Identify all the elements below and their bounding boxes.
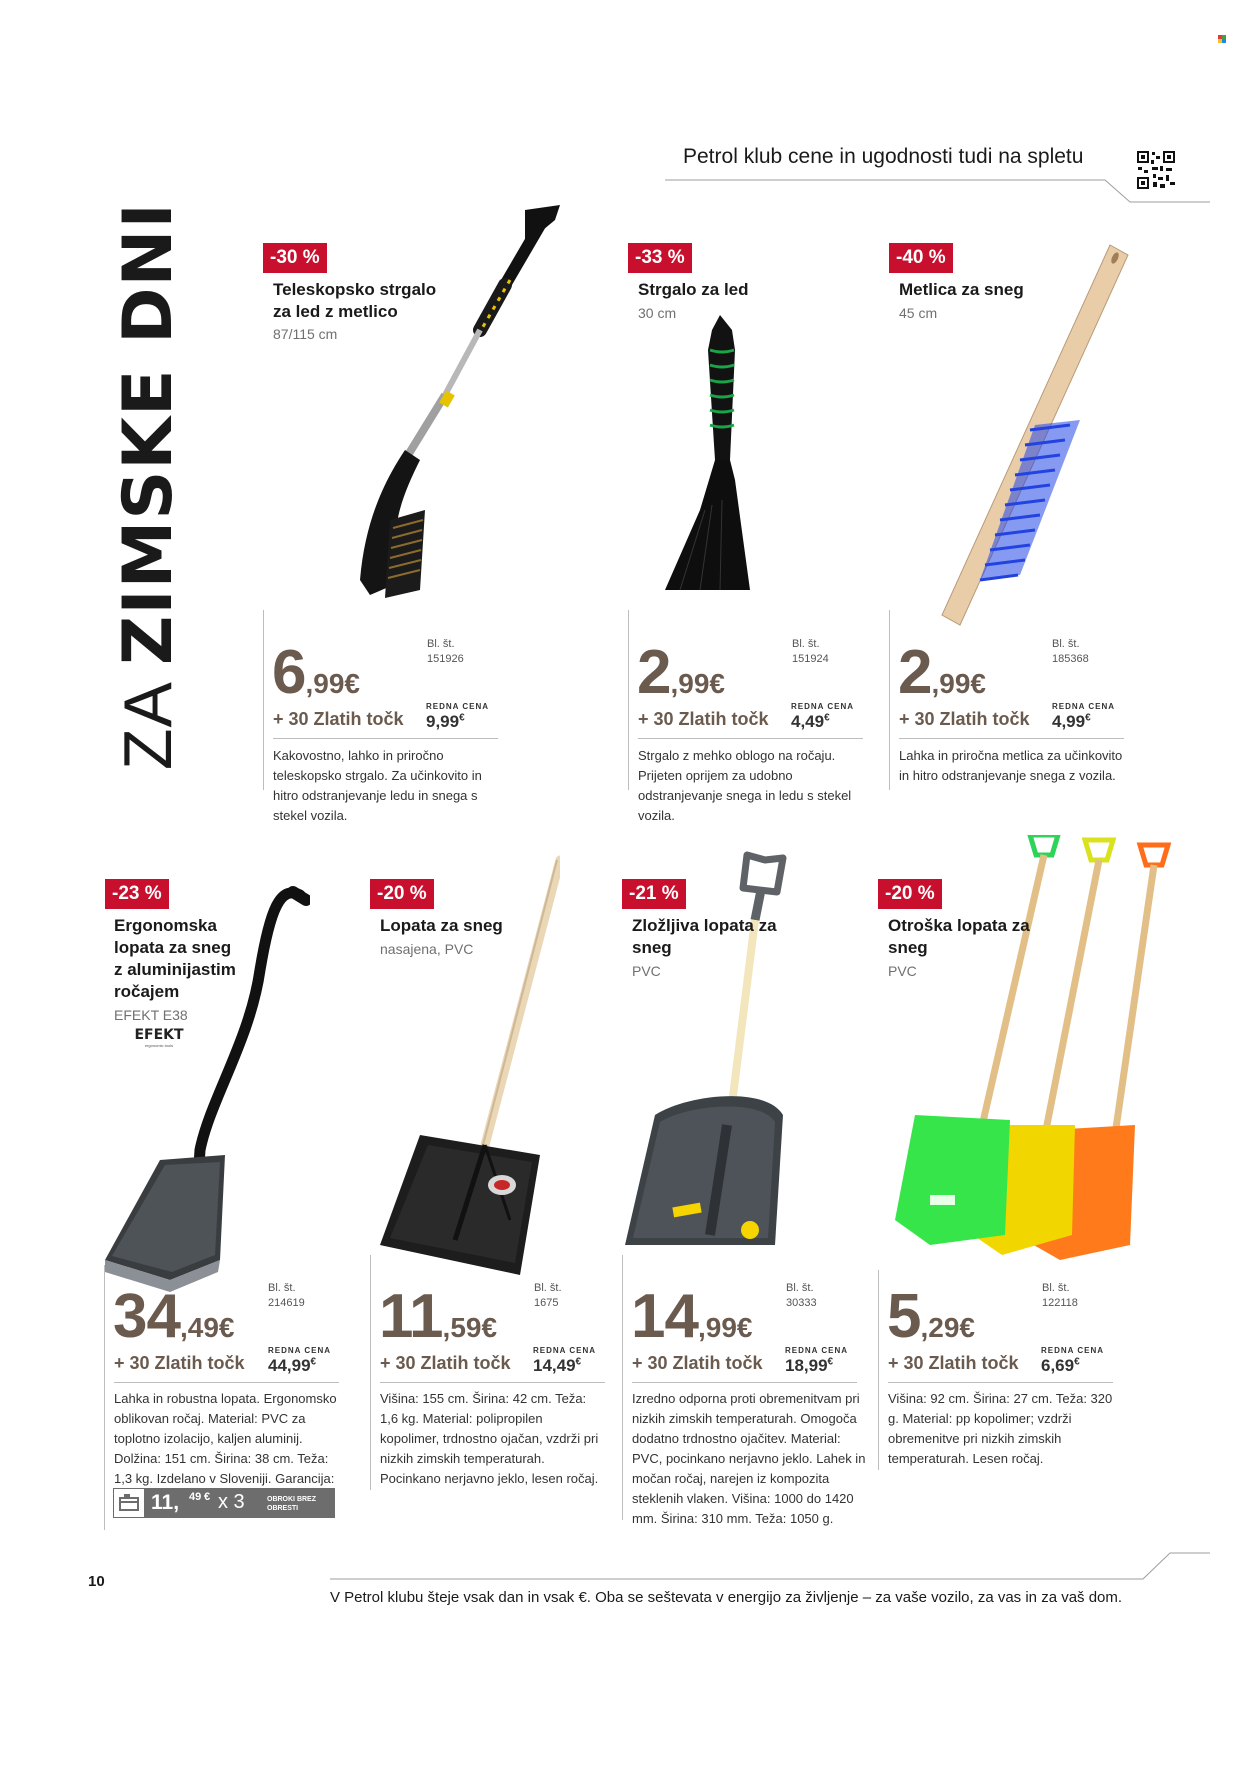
sku-label: Bl. št.: [792, 638, 820, 650]
discount-badge: -33 %: [628, 243, 692, 273]
divider: [899, 738, 1124, 739]
product-name: Lopata za sneg: [380, 916, 503, 935]
footer-divider: [330, 1550, 1215, 1582]
page-number: 10: [88, 1573, 105, 1590]
divider: [263, 610, 264, 790]
product-description: Višina: 155 cm. Širina: 42 cm. Teža: 1,6 kg. Material: polipropilen kopolimer, trdnostno ojačan, vzdrži pri nizkih zimskih temperaturah. Pocinkano nerjavno jeklo, lesen ročaj.: [380, 1391, 599, 1486]
regular-price: 9,99€: [426, 712, 465, 731]
discount-badge: -20 %: [370, 879, 434, 909]
sku-label: Bl. št.: [268, 1282, 296, 1294]
sku-value: 1675: [534, 1297, 559, 1309]
product-material: nasajena, PVC: [380, 941, 474, 957]
regular-price: 44,99€: [268, 1356, 317, 1375]
sku-value: 30333: [786, 1297, 817, 1309]
loyalty-points: + 30 Zlatih točk: [632, 1353, 763, 1373]
product-price: 14,99€: [631, 1282, 753, 1351]
installment-price: 11, 49 € x 3 OBROKI BREZ OBRESTI: [145, 1488, 335, 1518]
sku-value: 151924: [792, 653, 829, 665]
sku-label: Bl. št.: [1052, 638, 1080, 650]
sku-label: Bl. št.: [427, 638, 455, 650]
sku-label: Bl. št.: [786, 1282, 814, 1294]
loyalty-points: + 30 Zlatih točk: [899, 709, 1030, 729]
divider: [273, 738, 498, 739]
sku-value: 122118: [1042, 1297, 1078, 1309]
product-size: 45 cm: [899, 305, 938, 321]
product-description: Strgalo z mehko oblogo na ročaju. Prijeten oprijem za udobno odstranjevanje snega in ledu s stekel vozila.: [638, 748, 852, 823]
footer-text: V Petrol klubu šteje vsak dan in vsak €. Oba se seštevata v energijo za življenje – za vaše vozilo, za vas in za vaš dom.: [330, 1589, 1123, 1606]
discount-badge: -40 %: [889, 243, 953, 273]
product-price: 34,49€: [113, 1282, 235, 1351]
product-price: 5,29€: [887, 1282, 975, 1351]
ice-scraper-image: [660, 310, 790, 600]
loyalty-points: + 30 Zlatih točk: [888, 1353, 1019, 1373]
regular-price: 4,49€: [791, 712, 830, 731]
regular-price: 14,49€: [533, 1356, 582, 1375]
loyalty-points: + 30 Zlatih točk: [114, 1353, 245, 1373]
discount-badge: -21 %: [622, 879, 686, 909]
sku-value: 214619: [268, 1297, 305, 1309]
divider: [370, 1255, 371, 1490]
regular-price: 6,69€: [1041, 1356, 1080, 1375]
divider: [380, 1382, 605, 1383]
product-description: Kakovostno, lahko in priročno teleskopsko strgalo. Za učinkovito in hitro odstranjevanje ledu in snega s stekel vozila.: [273, 748, 482, 823]
divider: [622, 1255, 623, 1520]
product-name: Otroška lopata za sneg: [888, 916, 1030, 957]
product-name: Strgalo za led: [638, 280, 749, 299]
regular-price: 18,99€: [785, 1356, 834, 1375]
regular-price-label: REDNA CENA: [1041, 1346, 1105, 1355]
regular-price-label: REDNA CENA: [1052, 702, 1116, 711]
sku-label: Bl. št.: [534, 1282, 562, 1294]
product-size: 30 cm: [638, 305, 677, 321]
discount-badge: -30 %: [263, 243, 327, 273]
regular-price-label: REDNA CENA: [533, 1346, 597, 1355]
product-name: Metlica za sneg: [899, 280, 1024, 299]
color-marker-icon: [1218, 35, 1228, 43]
regular-price-label: REDNA CENA: [791, 702, 855, 711]
product-description: Lahka in robustna lopata. Ergonomsko oblikovan ročaj. Material: PVC za toplotno izolacijo, kaljen aluminij. Dolžina: 151 cm. Širina: 38 cm. Teža: 1,3 kg. Izdelano v Sloveniji. Garancija:: [114, 1391, 337, 1486]
sku-value: 185368: [1052, 653, 1089, 665]
sku-value: 151926: [427, 653, 464, 665]
regular-price-label: REDNA CENA: [426, 702, 490, 711]
divider: [104, 1265, 105, 1530]
divider: [632, 1382, 857, 1383]
regular-price-label: REDNA CENA: [268, 1346, 332, 1355]
product-material: PVC: [888, 963, 917, 979]
product-model: EFEKT E38: [114, 1007, 188, 1023]
side-title: ZA ZIMSKE DNI: [109, 202, 188, 770]
product-size: 87/115 cm: [273, 326, 338, 342]
loyalty-points: + 30 Zlatih točk: [273, 709, 404, 729]
product-name: Zložljiva lopata za sneg: [632, 916, 777, 957]
regular-price: 4,99€: [1052, 712, 1091, 731]
product-material: PVC: [632, 963, 661, 979]
product-description: Višina: 92 cm. Širina: 27 cm. Teža: 320 g. Material: pp kopolimer; vzdrži obremenitve pri nizkih zimskih temperaturah. Lesen ročaj.: [888, 1391, 1113, 1466]
product-description: Izredno odporna proti obremenitvam pri nizkih zimskih temperaturah. Omogoča dodatno trdnostno ojačitev. Material: PVC, pocinkano nerjavno jeklo. Lahek in močan ročaj, narejen iz kompozita steklenih vlaken. Višina: 1000 do 1420 mm. Širina: 310 mm. Teža: 1050 g.: [632, 1391, 866, 1526]
product-name: Teleskopsko strgalo za led z metlico: [273, 280, 437, 321]
divider: [638, 738, 863, 739]
product-price: 6,99€: [272, 638, 360, 707]
product-name: Ergonomska lopata za sneg z aluminijastim ročajem: [114, 916, 236, 1001]
discount-badge: -20 %: [878, 879, 942, 909]
header-divider: [665, 175, 1210, 205]
installment-box: [113, 1488, 335, 1518]
divider: [114, 1382, 339, 1383]
divider: [628, 610, 629, 790]
sku-label: Bl. št.: [1042, 1282, 1070, 1294]
product-price: 2,99€: [637, 638, 725, 707]
divider: [889, 610, 890, 790]
loyalty-points: + 30 Zlatih točk: [638, 709, 769, 729]
divider: [888, 1382, 1113, 1383]
header-title: Petrol klub cene in ugodnosti tudi na spletu: [683, 145, 1084, 168]
product-price: 2,99€: [898, 638, 986, 707]
telescopic-scraper-image: [345, 200, 570, 610]
discount-badge: -23 %: [105, 879, 169, 909]
foldable-shovel-image: [615, 850, 795, 1260]
product-price: 11,59€: [379, 1282, 498, 1351]
product-description: Lahka in priročna metlica za učinkovito in hitro odstranjevanje snega z vozila.: [899, 748, 1123, 783]
brand-logo: EFEKT ergonomic tools: [134, 1027, 184, 1048]
regular-price-label: REDNA CENA: [785, 1346, 849, 1355]
card-icon: [113, 1488, 145, 1518]
divider: [878, 1270, 879, 1470]
loyalty-points: + 30 Zlatih točk: [380, 1353, 511, 1373]
